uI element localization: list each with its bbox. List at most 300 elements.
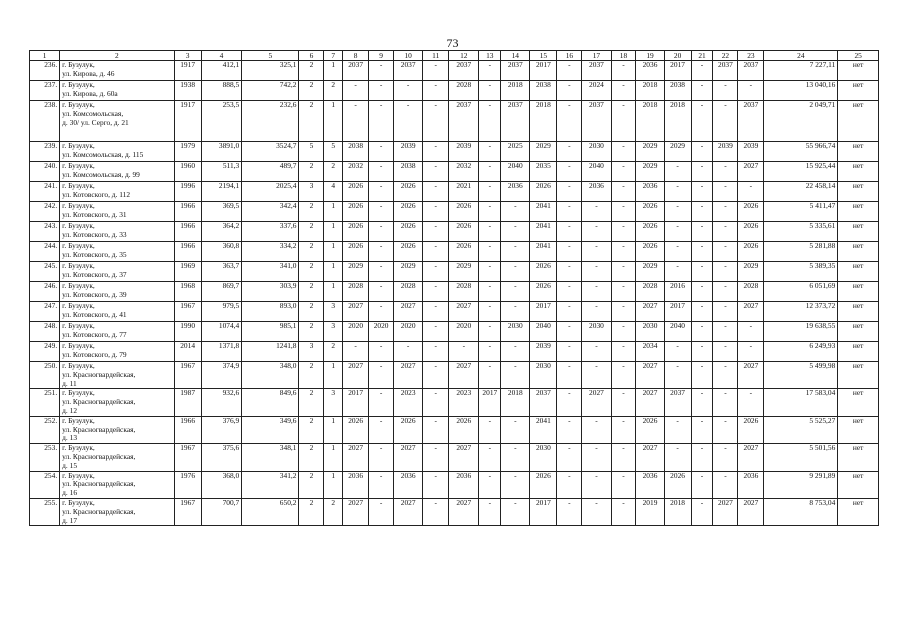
cell-col-23: 2029 [738, 262, 764, 282]
cell-col-17: - [582, 242, 611, 262]
cell-col-10: 2023 [394, 389, 423, 416]
cell-col-25: нет [838, 498, 879, 525]
table-row [30, 342, 879, 362]
table-row [30, 242, 879, 262]
cell-col-10: 2038 [394, 162, 423, 182]
cell-col-5: 985,1 [242, 322, 299, 342]
cell-col-5: 303,9 [242, 282, 299, 302]
cell-col-3: 1917 [174, 101, 201, 142]
table-row [30, 222, 879, 242]
cell-col-16: - [557, 81, 582, 101]
cell-col-22: - [713, 282, 738, 302]
cell-col-5: 348,0 [242, 362, 299, 389]
cell-col-15: 2041 [530, 416, 557, 443]
cell-col-3: 1966 [174, 242, 201, 262]
cell-col-15: 2041 [530, 222, 557, 242]
column-number-16: 16 [557, 51, 582, 61]
cell-col-20: 2016 [664, 282, 691, 302]
cell-col-6: 2 [299, 302, 324, 322]
column-number-15: 15 [530, 51, 557, 61]
cell-col-12: 2026 [449, 416, 479, 443]
cell-col-16: - [557, 362, 582, 389]
address-line: г. Бузулук, [62, 241, 95, 250]
cell-col-11: - [423, 498, 449, 525]
cell-col-10: 2036 [394, 471, 423, 498]
row-number-cell: 250. [30, 362, 60, 389]
cell-col-14: - [501, 362, 530, 389]
cell-col-3: 1968 [174, 282, 201, 302]
cell-col-18: - [611, 162, 636, 182]
row-number-cell: 237. [30, 81, 60, 101]
cell-col-11: - [423, 471, 449, 498]
cell-col-11: - [423, 162, 449, 182]
cell-col-22: - [713, 389, 738, 416]
cell-col-10: - [394, 342, 423, 362]
address-line: ул. Комсомольская, д. 99 [62, 169, 140, 179]
cell-col-18: - [611, 322, 636, 342]
cell-col-9: 2020 [369, 322, 394, 342]
cell-col-11: - [423, 282, 449, 302]
address-line [62, 127, 172, 136]
cell-col-19: 2036 [636, 471, 664, 498]
address-line: ул. Котовского, д. 37 [62, 269, 127, 279]
address-line: г. Бузулук, [62, 201, 95, 210]
cell-col-13: - [479, 444, 501, 471]
cell-col-16: - [557, 416, 582, 443]
cell-col-4: 363,7 [201, 262, 242, 282]
cell-col-9: - [369, 182, 394, 202]
table-row [30, 81, 879, 101]
address-line: г. Бузулук, [62, 498, 95, 507]
cell-col-21: - [691, 222, 713, 242]
cell-col-7: 4 [324, 182, 343, 202]
cell-col-23: 2027 [738, 498, 764, 525]
cell-col-19: 2019 [636, 498, 664, 525]
cell-col-14: - [501, 416, 530, 443]
address-cell [60, 222, 174, 242]
address-cell [60, 302, 174, 322]
cell-col-17: - [582, 222, 611, 242]
cell-col-14: - [501, 262, 530, 282]
cell-col-21: - [691, 202, 713, 222]
cell-col-24: 22 458,14 [764, 182, 838, 202]
address-cell [60, 342, 174, 362]
cell-col-17: 2040 [582, 162, 611, 182]
cell-col-17: 2030 [582, 322, 611, 342]
cell-col-19: 2029 [636, 262, 664, 282]
cell-col-24: 5 389,35 [764, 262, 838, 282]
cell-col-15: 2017 [530, 61, 557, 81]
cell-col-16: - [557, 101, 582, 142]
cell-col-12: 2028 [449, 282, 479, 302]
address-line: ул. Красногвардейская, [62, 424, 136, 434]
cell-col-19: 2036 [636, 61, 664, 81]
cell-col-9: - [369, 101, 394, 142]
cell-col-5: 849,6 [242, 389, 299, 416]
cell-col-24: 2 049,71 [764, 101, 838, 142]
cell-col-12: 2020 [449, 322, 479, 342]
cell-col-21: - [691, 61, 713, 81]
cell-col-7: 2 [324, 342, 343, 362]
cell-col-11: - [423, 81, 449, 101]
cell-col-19: 2030 [636, 322, 664, 342]
cell-col-6: 2 [299, 222, 324, 242]
cell-col-12: 2026 [449, 222, 479, 242]
cell-col-12: 2037 [449, 61, 479, 81]
cell-col-12: 2027 [449, 302, 479, 322]
cell-col-21: - [691, 142, 713, 162]
address-line: г. Бузулук, [62, 181, 95, 190]
address-cell [60, 202, 174, 222]
cell-col-10: 2027 [394, 444, 423, 471]
cell-col-20: 2018 [664, 101, 691, 142]
cell-col-16: - [557, 262, 582, 282]
cell-col-24: 12 373,72 [764, 302, 838, 322]
cell-col-8: 2026 [343, 242, 369, 262]
table-row [30, 471, 879, 498]
address-line: д. 30/ ул. Серго, д. 21 [62, 117, 129, 127]
cell-col-21: - [691, 282, 713, 302]
cell-col-4: 2194,1 [201, 182, 242, 202]
cell-col-12: 2032 [449, 162, 479, 182]
cell-col-3: 1960 [174, 162, 201, 182]
cell-col-25: нет [838, 242, 879, 262]
column-number-25: 25 [838, 51, 879, 61]
column-number-6: 6 [299, 51, 324, 61]
address-line: д. 12 [62, 405, 78, 415]
table-row [30, 61, 879, 81]
cell-col-23: 2026 [738, 416, 764, 443]
cell-col-13: - [479, 242, 501, 262]
cell-col-5: 349,6 [242, 416, 299, 443]
cell-col-15: 2017 [530, 498, 557, 525]
address-line: г. Бузулук, [62, 301, 95, 310]
cell-col-19: 2018 [636, 81, 664, 101]
cell-col-3: 1979 [174, 142, 201, 162]
address-cell [60, 498, 174, 525]
cell-col-23: 2037 [738, 101, 764, 142]
cell-col-23: 2028 [738, 282, 764, 302]
cell-col-17: - [582, 498, 611, 525]
cell-col-10: 2039 [394, 142, 423, 162]
cell-col-10: 2027 [394, 498, 423, 525]
cell-col-22: 2039 [713, 142, 738, 162]
cell-col-7: 3 [324, 302, 343, 322]
cell-col-17: 2037 [582, 101, 611, 142]
cell-col-24: 7 227,11 [764, 61, 838, 81]
row-number-cell: 238. [30, 101, 60, 142]
cell-col-3: 1967 [174, 444, 201, 471]
cell-col-16: - [557, 342, 582, 362]
cell-col-22: - [713, 202, 738, 222]
cell-col-4: 1074,4 [201, 322, 242, 342]
cell-col-17: - [582, 444, 611, 471]
cell-col-25: нет [838, 142, 879, 162]
cell-col-20: 2029 [664, 142, 691, 162]
cell-col-24: 5 281,88 [764, 242, 838, 262]
cell-col-21: - [691, 262, 713, 282]
cell-col-3: 1917 [174, 61, 201, 81]
cell-col-22: - [713, 444, 738, 471]
cell-col-20: 2040 [664, 322, 691, 342]
address-cell [60, 471, 174, 498]
row-number-cell: 244. [30, 242, 60, 262]
cell-col-15: 2017 [530, 302, 557, 322]
cell-col-9: - [369, 342, 394, 362]
cell-col-3: 1967 [174, 302, 201, 322]
cell-col-9: - [369, 362, 394, 389]
cell-col-20: - [664, 416, 691, 443]
cell-col-11: - [423, 362, 449, 389]
cell-col-20: 2017 [664, 61, 691, 81]
cell-col-23: - [738, 322, 764, 342]
cell-col-15: 2041 [530, 202, 557, 222]
cell-col-4: 376,9 [201, 416, 242, 443]
cell-col-13: - [479, 222, 501, 242]
row-number-cell: 249. [30, 342, 60, 362]
column-number-11: 11 [423, 51, 449, 61]
cell-col-17: 2030 [582, 142, 611, 162]
cell-col-12: 2039 [449, 142, 479, 162]
cell-col-19: 2028 [636, 282, 664, 302]
cell-col-24: 5 525,27 [764, 416, 838, 443]
cell-col-21: - [691, 389, 713, 416]
cell-col-14: - [501, 444, 530, 471]
cell-col-19: 2027 [636, 444, 664, 471]
column-number-7: 7 [324, 51, 343, 61]
cell-col-3: 1967 [174, 498, 201, 525]
cell-col-23: 2027 [738, 362, 764, 389]
cell-col-15: 2026 [530, 282, 557, 302]
cell-col-11: - [423, 262, 449, 282]
cell-col-11: - [423, 101, 449, 142]
cell-col-21: - [691, 444, 713, 471]
address-line: ул. Котовского, д. 112 [62, 189, 131, 199]
cell-col-10: 2026 [394, 222, 423, 242]
cell-col-14: - [501, 242, 530, 262]
cell-col-22: - [713, 471, 738, 498]
cell-col-5: 893,0 [242, 302, 299, 322]
cell-col-11: - [423, 389, 449, 416]
cell-col-23: - [738, 182, 764, 202]
cell-col-12: 2029 [449, 262, 479, 282]
cell-col-11: - [423, 416, 449, 443]
row-number-cell: 243. [30, 222, 60, 242]
cell-col-8: 2027 [343, 362, 369, 389]
cell-col-22: - [713, 242, 738, 262]
cell-col-19: 2027 [636, 389, 664, 416]
cell-col-9: - [369, 302, 394, 322]
cell-col-16: - [557, 282, 582, 302]
column-number-14: 14 [501, 51, 530, 61]
cell-col-22: - [713, 101, 738, 142]
cell-col-17: 2024 [582, 81, 611, 101]
cell-col-7: 3 [324, 389, 343, 416]
cell-col-12: 2036 [449, 471, 479, 498]
cell-col-7: 1 [324, 202, 343, 222]
cell-col-9: - [369, 61, 394, 81]
cell-col-15: 2030 [530, 444, 557, 471]
address-line: г. Бузулук, [62, 261, 95, 270]
address-cell [60, 262, 174, 282]
cell-col-4: 369,5 [201, 202, 242, 222]
cell-col-8: 2027 [343, 498, 369, 525]
cell-col-3: 1967 [174, 362, 201, 389]
cell-col-13: - [479, 262, 501, 282]
cell-col-18: - [611, 61, 636, 81]
cell-col-14: - [501, 282, 530, 302]
address-line: ул. Комсомольская, д. 115 [62, 149, 144, 159]
cell-col-24: 55 966,74 [764, 142, 838, 162]
cell-col-13: - [479, 282, 501, 302]
cell-col-4: 3891,0 [201, 142, 242, 162]
cell-col-10: 2026 [394, 416, 423, 443]
cell-col-20: - [664, 362, 691, 389]
address-line: ул. Красногвардейская, [62, 506, 136, 516]
cell-col-18: - [611, 262, 636, 282]
table-row [30, 362, 879, 389]
cell-col-11: - [423, 222, 449, 242]
cell-col-9: - [369, 498, 394, 525]
cell-col-9: - [369, 282, 394, 302]
cell-col-18: - [611, 282, 636, 302]
cell-col-15: 2040 [530, 322, 557, 342]
cell-col-5: 1241,8 [242, 342, 299, 362]
column-number-1: 1 [30, 51, 60, 61]
cell-col-14: - [501, 222, 530, 242]
row-number-cell: 241. [30, 182, 60, 202]
cell-col-13: - [479, 342, 501, 362]
cell-col-19: 2026 [636, 222, 664, 242]
cell-col-7: 1 [324, 61, 343, 81]
address-line: г. Бузулук, [62, 443, 95, 453]
cell-col-13: - [479, 471, 501, 498]
cell-col-11: - [423, 242, 449, 262]
cell-col-17: - [582, 262, 611, 282]
cell-col-25: нет [838, 61, 879, 81]
cell-col-18: - [611, 362, 636, 389]
address-cell [60, 362, 174, 389]
cell-col-4: 869,7 [201, 282, 242, 302]
cell-col-4: 368,0 [201, 471, 242, 498]
cell-col-5: 334,2 [242, 242, 299, 262]
row-number-cell: 255. [30, 498, 60, 525]
cell-col-7: 1 [324, 101, 343, 142]
cell-col-13: - [479, 302, 501, 322]
cell-col-24: 6 249,93 [764, 342, 838, 362]
cell-col-3: 1966 [174, 202, 201, 222]
address-line: ул. Комсомольская, [62, 108, 124, 118]
cell-col-22: - [713, 222, 738, 242]
cell-col-17: - [582, 302, 611, 322]
address-cell [60, 182, 174, 202]
row-number-cell: 252. [30, 416, 60, 443]
cell-col-9: - [369, 262, 394, 282]
cell-col-4: 511,3 [201, 162, 242, 182]
column-number-4: 4 [201, 51, 242, 61]
cell-col-17: - [582, 202, 611, 222]
cell-col-23: 2026 [738, 222, 764, 242]
cell-col-22: - [713, 162, 738, 182]
row-number-cell: 236. [30, 61, 60, 81]
cell-col-10: 2020 [394, 322, 423, 342]
cell-col-15: 2030 [530, 362, 557, 389]
address-cell [60, 81, 174, 101]
cell-col-5: 348,1 [242, 444, 299, 471]
cell-col-22: - [713, 322, 738, 342]
cell-col-20: 2037 [664, 389, 691, 416]
address-line: г. Бузулук, [62, 388, 95, 398]
cell-col-24: 5 411,47 [764, 202, 838, 222]
cell-col-9: - [369, 162, 394, 182]
cell-col-20: - [664, 444, 691, 471]
cell-col-7: 2 [324, 498, 343, 525]
cell-col-5: 2025,4 [242, 182, 299, 202]
cell-col-7: 1 [324, 471, 343, 498]
cell-col-8: 2026 [343, 416, 369, 443]
cell-col-13: - [479, 322, 501, 342]
cell-col-5: 341,0 [242, 262, 299, 282]
cell-col-23: 2036 [738, 471, 764, 498]
cell-col-11: - [423, 302, 449, 322]
address-cell [60, 416, 174, 443]
cell-col-7: 5 [324, 142, 343, 162]
row-number-cell: 246. [30, 282, 60, 302]
cell-col-15: 2038 [530, 81, 557, 101]
cell-col-23: 2039 [738, 142, 764, 162]
cell-col-11: - [423, 322, 449, 342]
cell-col-21: - [691, 162, 713, 182]
address-cell [60, 389, 174, 416]
cell-col-21: - [691, 302, 713, 322]
address-cell [60, 444, 174, 471]
cell-col-22: - [713, 416, 738, 443]
cell-col-16: - [557, 389, 582, 416]
cell-col-19: 2036 [636, 182, 664, 202]
cell-col-25: нет [838, 389, 879, 416]
cell-col-12: 2026 [449, 242, 479, 262]
cell-col-18: - [611, 302, 636, 322]
cell-col-10: 2026 [394, 182, 423, 202]
cell-col-23: - [738, 342, 764, 362]
address-line: г. Бузулук, [62, 416, 95, 425]
address-cell [60, 61, 174, 81]
cell-col-8: 2027 [343, 444, 369, 471]
cell-col-5: 232,6 [242, 101, 299, 142]
column-number-5: 5 [242, 51, 299, 61]
column-number-8: 8 [343, 51, 369, 61]
row-number-cell: 247. [30, 302, 60, 322]
cell-col-13: - [479, 61, 501, 81]
cell-col-9: - [369, 202, 394, 222]
column-number-19: 19 [636, 51, 664, 61]
cell-col-17: - [582, 342, 611, 362]
cell-col-25: нет [838, 162, 879, 182]
cell-col-19: 2027 [636, 302, 664, 322]
column-number-13: 13 [479, 51, 501, 61]
row-number-cell: 240. [30, 162, 60, 182]
row-number-cell: 253. [30, 444, 60, 471]
cell-col-22: 2037 [713, 61, 738, 81]
cell-col-10: 2027 [394, 302, 423, 322]
cell-col-24: 5 499,98 [764, 362, 838, 389]
cell-col-25: нет [838, 342, 879, 362]
cell-col-8: - [343, 81, 369, 101]
cell-col-24: 9 291,89 [764, 471, 838, 498]
cell-col-24: 5 335,61 [764, 222, 838, 242]
address-cell [60, 242, 174, 262]
cell-col-15: 2026 [530, 262, 557, 282]
